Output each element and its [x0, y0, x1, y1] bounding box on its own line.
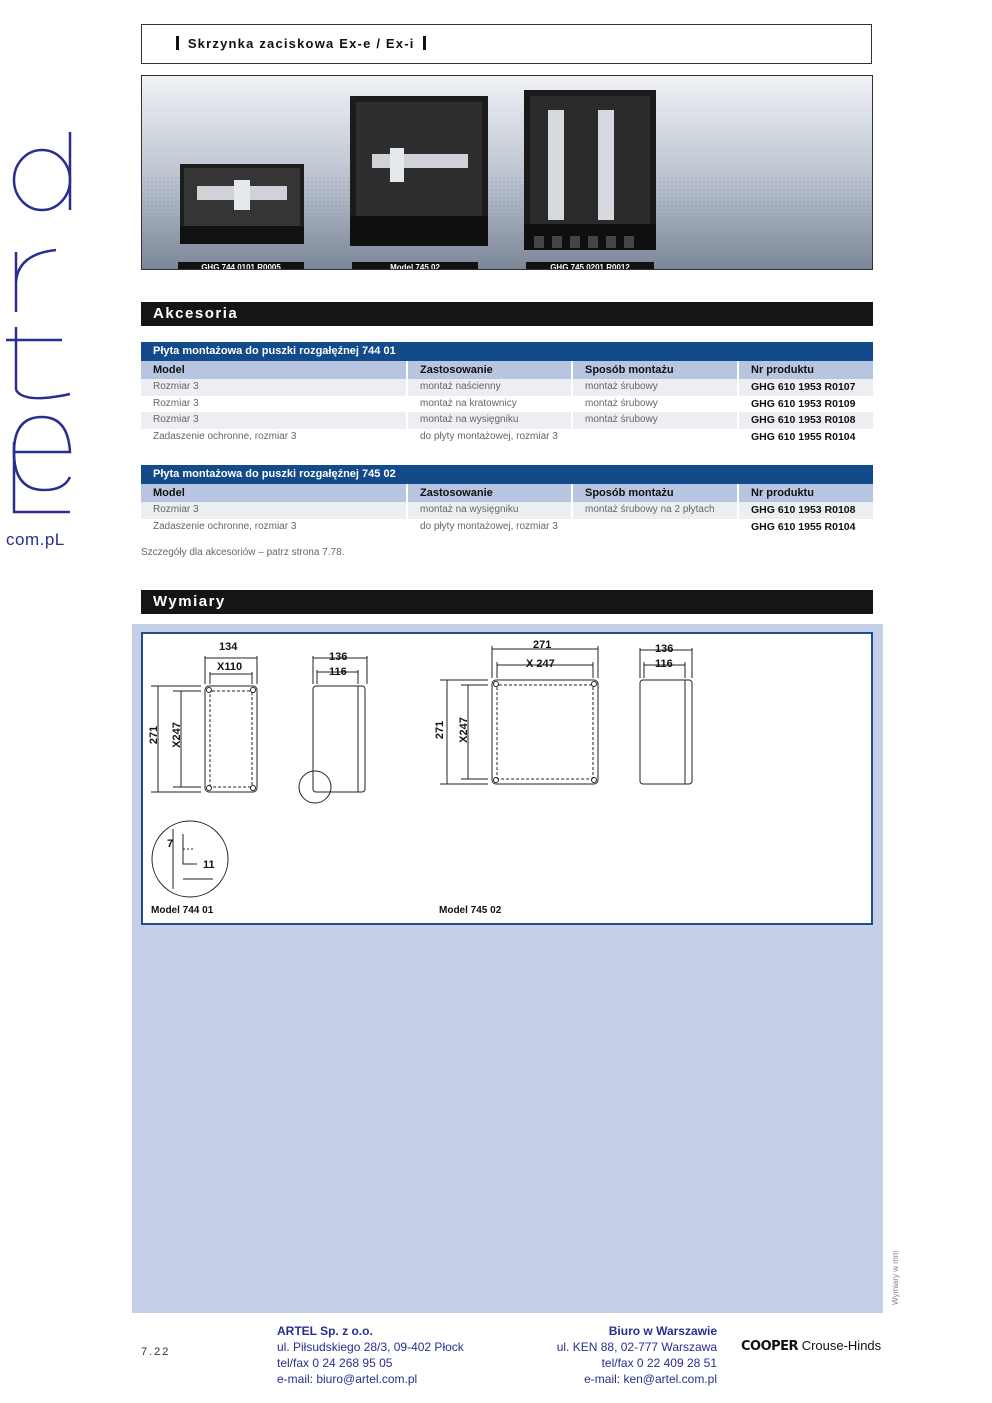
footer-office-address	[520, 1323, 717, 1387]
cell-mounting: montaż śrubowy	[573, 379, 737, 396]
crouse-hinds-logo-text: Crouse-Hinds	[801, 1338, 882, 1353]
model-744-label: Model 744 01	[151, 905, 214, 916]
photo-caption-1: GHG 744 0101 R0005	[178, 262, 304, 270]
column-header-product-no: Nr produktu	[739, 484, 873, 502]
cell-usage: do płyty montażowej, rozmiar 3	[420, 430, 558, 442]
table-row	[141, 519, 873, 536]
dimension-drawings	[143, 634, 871, 923]
cell-mounting	[573, 519, 737, 536]
box-744-photo	[180, 164, 304, 244]
title-bar-right	[423, 36, 426, 50]
column-header-model: Model	[141, 484, 406, 502]
table-title: Płyta montażowa do puszki rozgałęźnej 744 01	[141, 342, 873, 361]
accessories-note: Szczegóły dla akcesoriów – patrz strona 7.78.	[141, 547, 345, 558]
table-header	[141, 361, 873, 379]
dim-744-depth: 136	[329, 651, 348, 663]
dim-745-inner-width: X 247	[526, 658, 555, 670]
product-photo	[141, 75, 873, 270]
dim-745-inner-depth: 116	[655, 658, 673, 670]
units-note-text: Wymiary w mm	[891, 1250, 900, 1305]
company-address: ul. Piłsudskiego 28/3, 09-402 Płock	[277, 1340, 464, 1354]
cell-product-no: GHG 610 1955 R0104	[751, 430, 856, 443]
dim-744-width: 134	[219, 641, 238, 653]
table-row	[141, 396, 873, 413]
cell-mounting: montaż śrubowy	[585, 397, 658, 409]
cell-usage: do płyty montażowej, rozmiar 3	[420, 520, 558, 532]
office-phone: tel/fax 0 22 409 28 51	[601, 1356, 717, 1370]
cell-model: Zadaszenie ochronne, rozmiar 3	[153, 430, 297, 442]
cell-product-no: GHG 610 1953 R0107	[739, 379, 873, 396]
office-name: Biuro w Warszawie	[608, 1324, 717, 1338]
dimensions-drawing-panel	[141, 632, 873, 925]
company-email[interactable]: e-mail: biuro@artel.com.pl	[277, 1372, 418, 1386]
dim-744-inner-width: X110	[217, 661, 243, 673]
model-745-label: Model 745 02	[439, 905, 502, 916]
table-row	[141, 429, 873, 446]
box-745-photo	[350, 96, 488, 246]
cell-mounting	[573, 429, 737, 446]
dim-745-width: 271	[533, 639, 552, 651]
units-note	[886, 1233, 906, 1308]
cell-product-no: GHG 610 1953 R0109	[751, 397, 856, 410]
company-phone: tel/fax 0 24 268 95 05	[277, 1356, 393, 1370]
artel-brand-l	[4, 440, 74, 520]
dim-745-inner-height: X247	[457, 717, 470, 743]
cell-product-no: GHG 610 1953 R0108	[739, 502, 873, 519]
dim-744-inner-depth: 116	[329, 666, 347, 678]
dim-744-detail-b: 11	[203, 859, 215, 871]
document-title	[176, 36, 426, 51]
table-row	[141, 379, 873, 396]
dim-745-depth: 136	[655, 643, 674, 655]
cell-model: Rozmiar 3	[141, 412, 406, 429]
column-header-mounting: Sposób montażu	[573, 484, 737, 502]
cell-usage: montaż naścienny	[408, 379, 571, 396]
cell-usage: montaż na wysięgniku	[408, 412, 571, 429]
photo-caption-2: Model 745 02	[352, 262, 478, 270]
footer-company-address	[277, 1323, 464, 1387]
cell-mounting: montaż śrubowy	[573, 412, 737, 429]
cell-mounting: montaż śrubowy na 2 płytach	[573, 502, 737, 519]
table-row	[141, 412, 873, 429]
dim-744-height: 271	[148, 725, 161, 745]
photo-caption-3: GHG 745 0201 R0012	[526, 262, 654, 270]
cell-model: Rozmiar 3	[141, 379, 406, 396]
office-email[interactable]: e-mail: ken@artel.com.pl	[584, 1372, 717, 1386]
dim-744-detail-a: 7	[167, 838, 174, 850]
column-header-usage: Zastosowanie	[408, 361, 571, 379]
cooper-crouse-hinds-logo	[741, 1338, 881, 1354]
table-title: Płyta montażowa do puszki rozgałęźnej 745 02	[141, 465, 873, 484]
cell-usage: montaż na kratownicy	[420, 397, 517, 409]
column-header-usage: Zastosowanie	[408, 484, 571, 502]
cell-product-no: GHG 610 1955 R0104	[751, 520, 856, 533]
page-number: 7.22	[141, 1346, 171, 1358]
brand-domain: com.pL	[6, 530, 65, 549]
column-header-model: Model	[141, 361, 406, 379]
section-dimensions-header: Wymiary	[141, 590, 873, 614]
cooper-logo-text: COOPER	[741, 1339, 799, 1354]
office-address: ul. KEN 88, 02-777 Warszawa	[556, 1340, 717, 1354]
dim-744-inner-height: X247	[170, 722, 183, 748]
cell-model: Rozmiar 3	[141, 502, 406, 519]
accessories-table-1	[141, 342, 873, 445]
table-row	[141, 502, 873, 519]
column-header-product-no: Nr produktu	[739, 361, 873, 379]
accessories-table-2	[141, 465, 873, 535]
section-accessories-header: Akcesoria	[141, 302, 873, 326]
box-745-terminals-photo	[524, 90, 656, 250]
title-bar-left	[176, 36, 179, 50]
cell-model: Zadaszenie ochronne, rozmiar 3	[153, 520, 297, 532]
company-name: ARTEL Sp. z o.o.	[277, 1324, 373, 1338]
cell-product-no: GHG 610 1953 R0108	[739, 412, 873, 429]
document-title-text: Skrzynka zaciskowa Ex-e / Ex-i	[187, 36, 415, 51]
cell-model: Rozmiar 3	[153, 397, 199, 409]
column-header-mounting: Sposób montażu	[573, 361, 737, 379]
table-header	[141, 484, 873, 502]
document-title-box	[141, 24, 872, 64]
dim-745-height: 271	[434, 720, 447, 740]
cell-usage: montaż na wysięgniku	[408, 502, 571, 519]
